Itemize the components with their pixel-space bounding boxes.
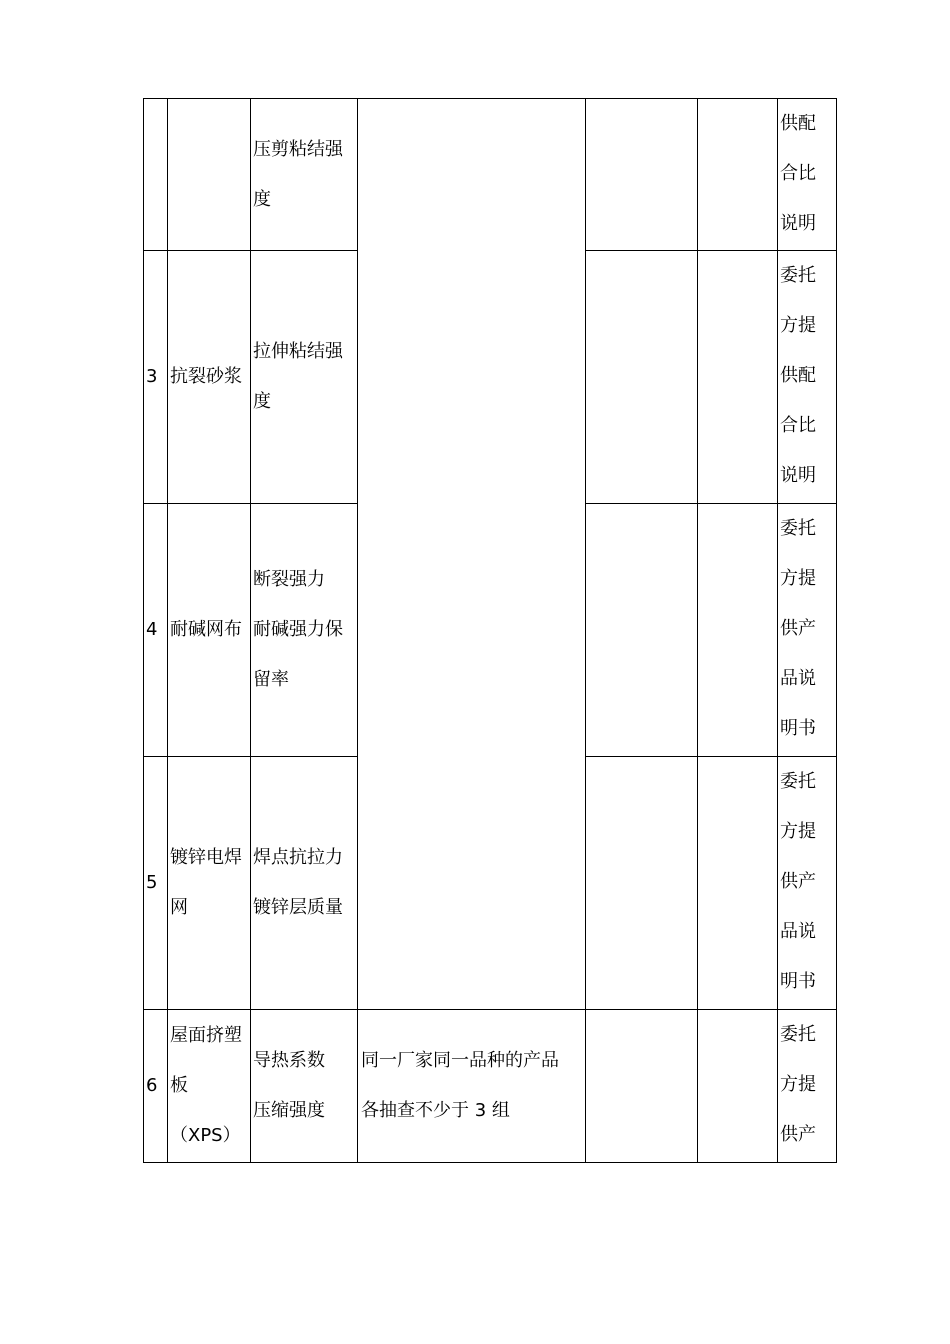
- remark-line: 合比: [780, 415, 816, 436]
- remark: [778, 1010, 837, 1163]
- material-name-line: 抗裂砂浆: [170, 366, 242, 387]
- empty-cell: [586, 757, 698, 1010]
- remark: [778, 504, 837, 757]
- test-item-line: 镀锌层质量: [253, 897, 343, 918]
- sampling-rule-line: 各抽查不少于 3 组: [361, 1100, 510, 1121]
- empty-cell: [586, 251, 698, 504]
- remark-line: 供配: [780, 365, 816, 386]
- test-item-line: 拉伸粘结强: [253, 341, 343, 362]
- remark-line: 方提: [780, 568, 816, 589]
- remark-line: 供产: [780, 871, 816, 892]
- remark-line: 说明: [780, 465, 816, 486]
- empty-cell: [698, 504, 778, 757]
- remark-line: 委托: [780, 771, 816, 792]
- remark: [778, 251, 837, 504]
- remark-line: 供配: [780, 113, 816, 134]
- remark-line: 明书: [780, 971, 816, 992]
- remark-line: 方提: [780, 1074, 816, 1095]
- table-row: [144, 99, 837, 251]
- test-item: [251, 757, 358, 1010]
- empty-cell: [586, 504, 698, 757]
- remark-line: 委托: [780, 518, 816, 539]
- remark: [778, 99, 837, 251]
- remark-line: 委托: [780, 265, 816, 286]
- remark-line: 供产: [780, 1124, 816, 1145]
- row-number: 5: [144, 757, 168, 1010]
- material-name-line: 板: [170, 1075, 188, 1096]
- empty-cell: [698, 757, 778, 1010]
- material-name-line: 镀锌电焊: [170, 847, 242, 868]
- test-item-line: 度: [253, 188, 271, 210]
- remark-line: 供产: [780, 618, 816, 639]
- sampling-rule: [358, 1010, 586, 1163]
- test-item: [251, 99, 358, 251]
- remark-line: 品说: [780, 668, 816, 689]
- test-item-line: 导热系数: [253, 1050, 325, 1071]
- test-item-line: 断裂强力: [253, 569, 325, 590]
- material-name: [168, 251, 251, 504]
- remark: [778, 757, 837, 1010]
- remark-line: 委托: [780, 1024, 816, 1045]
- sampling-rule-merged: [358, 99, 586, 1010]
- row-number: 4: [144, 504, 168, 757]
- test-item: [251, 251, 358, 504]
- test-item: [251, 504, 358, 757]
- inspection-table: [143, 98, 837, 1163]
- empty-cell: [586, 1010, 698, 1163]
- remark-line: 合比: [780, 163, 816, 184]
- test-item-line: 留率: [253, 669, 289, 690]
- row-number: [144, 99, 168, 251]
- test-item-line: 度: [253, 391, 271, 412]
- table-row: [144, 1010, 837, 1163]
- empty-cell: [698, 99, 778, 251]
- remark-line: 说明: [780, 213, 816, 234]
- sampling-rule-line: 同一厂家同一品种的产品: [361, 1050, 559, 1071]
- material-name: [168, 99, 251, 251]
- test-item-line: 压剪粘结强: [253, 138, 343, 160]
- material-name: [168, 1010, 251, 1163]
- row-number: 6: [144, 1010, 168, 1163]
- material-name: [168, 504, 251, 757]
- empty-cell: [698, 251, 778, 504]
- material-name-line: 网: [170, 897, 188, 918]
- empty-cell: [586, 99, 698, 251]
- remark-line: 品说: [780, 921, 816, 942]
- test-item: [251, 1010, 358, 1163]
- empty-cell: [698, 1010, 778, 1163]
- test-item-line: 压缩强度: [253, 1100, 325, 1121]
- material-name-line: （XPS）: [170, 1125, 241, 1146]
- material-name-line: 耐碱网布: [170, 619, 242, 640]
- remark-line: 方提: [780, 821, 816, 842]
- material-name-line: 屋面挤塑: [170, 1025, 242, 1046]
- row-number: 3: [144, 251, 168, 504]
- test-item-line: 焊点抗拉力: [253, 847, 343, 868]
- remark-line: 明书: [780, 718, 816, 739]
- material-name: [168, 757, 251, 1010]
- remark-line: 方提: [780, 315, 816, 336]
- test-item-line: 耐碱强力保: [253, 619, 343, 640]
